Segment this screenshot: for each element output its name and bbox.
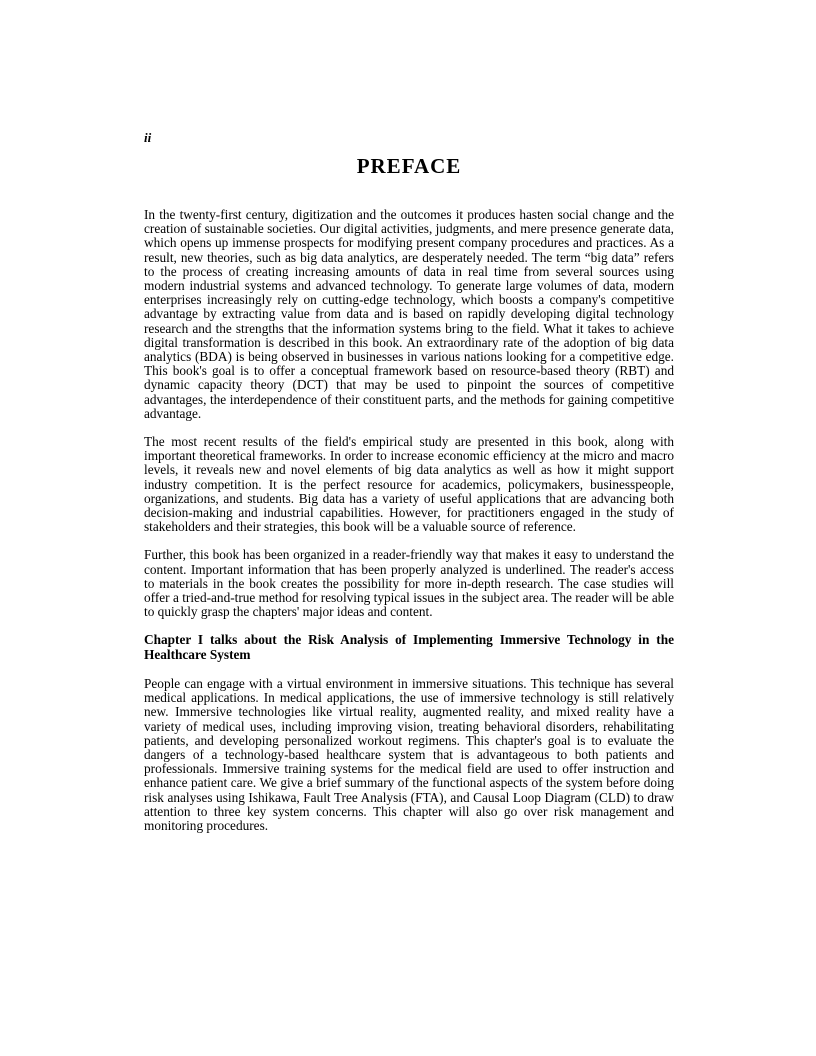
paragraph-chapter-summary: People can engage with a virtual environment in immersive situations. This technique has several medical applications. In medical applications, the use of immersive technology is still relatively new. Immersive technologies like virtual reality, augmented reality, and mixed reality have a variety of medical uses, including improving vision, treating behavioral disorders, rehabilitating patients, and developing personalized workout regimens. This chapter's goal is to evaluate the dangers of a technology-based healthcare system that is advantageous to both patients and professionals. Immersive training systems for the medical field are used to offer instruction and enhance patient care. We give a brief summary of the functional aspects of the system before doing risk analyses using Ishikawa, Fault Tree Analysis (FTA), and Causal Loop Diagram (CLD) to draw attention to three key system concerns. This chapter will also go over risk management and monitoring procedures. <box>144 675 674 833</box>
paragraph-intro: In the twenty-first century, digitization and the outcomes it produces hasten social change and the creation of sustainable societies. Our digital activities, judgments, and mere presence generate data, which opens up immense prospects for modifying present company procedures and practices. As a result, new theories, such as big data analytics, are desperately needed. The term “big data” refers to the process of creating increasing amounts of data in real time from several sources using modern industrial systems and advanced technology. To generate large volumes of data, modern enterprises increasingly rely on cutting-edge technology, which boosts a company's competitive advantage by extracting value from data and is based on rapidly developing digital technology research and the strengths that the information systems bring to the field. What it takes to achieve digital transformation is described in this book. An extraordinary rate of the adoption of big data analytics (BDA) is being observed in businesses in various nations looking for a competitive edge. This book's goal is to offer a conceptual framework based on resource-based theory (RBT) and dynamic capacity theory (DCT) that may be used to pinpoint the sources of competitive advantages, the interdependence of their constituent parts, and the methods for gaining competitive advantage. <box>144 207 674 421</box>
preface-title: PREFACE <box>356 154 462 178</box>
paragraph-empirical-study: The most recent results of the field's empirical study are presented in this book, along with important theoretical frameworks. In order to increase economic efficiency at the micro and macro levels, it reveals new and novel elements of big data analytics as well as how it might support industry competition. It is the perfect resource for academics, policymakers, businesspeople, organizations, and students. Big data has a variety of useful applications that are advancing both decision-making and industrial capabilities. However, for practitioners engaged in the study of stakeholders and their strategies, this book will be a valuable source of reference. <box>144 434 674 535</box>
chapter-heading: Chapter I talks about the Risk Analysis of Implementing Immersive Technology in the Healthcare System <box>144 632 674 662</box>
page-number: ii <box>144 130 152 145</box>
paragraph-organization: Further, this book has been organized in a reader-friendly way that makes it easy to understand the content. Important information that has been properly analyzed is underlined. The reader's access to materials in the book creates the possibility for more in-depth research. The case studies will offer a tried-and-true method for resolving typical issues in the subject area. The reader will be able to quickly grasp the chapters' major ideas and content. <box>144 547 674 620</box>
text-column <box>144 131 674 847</box>
